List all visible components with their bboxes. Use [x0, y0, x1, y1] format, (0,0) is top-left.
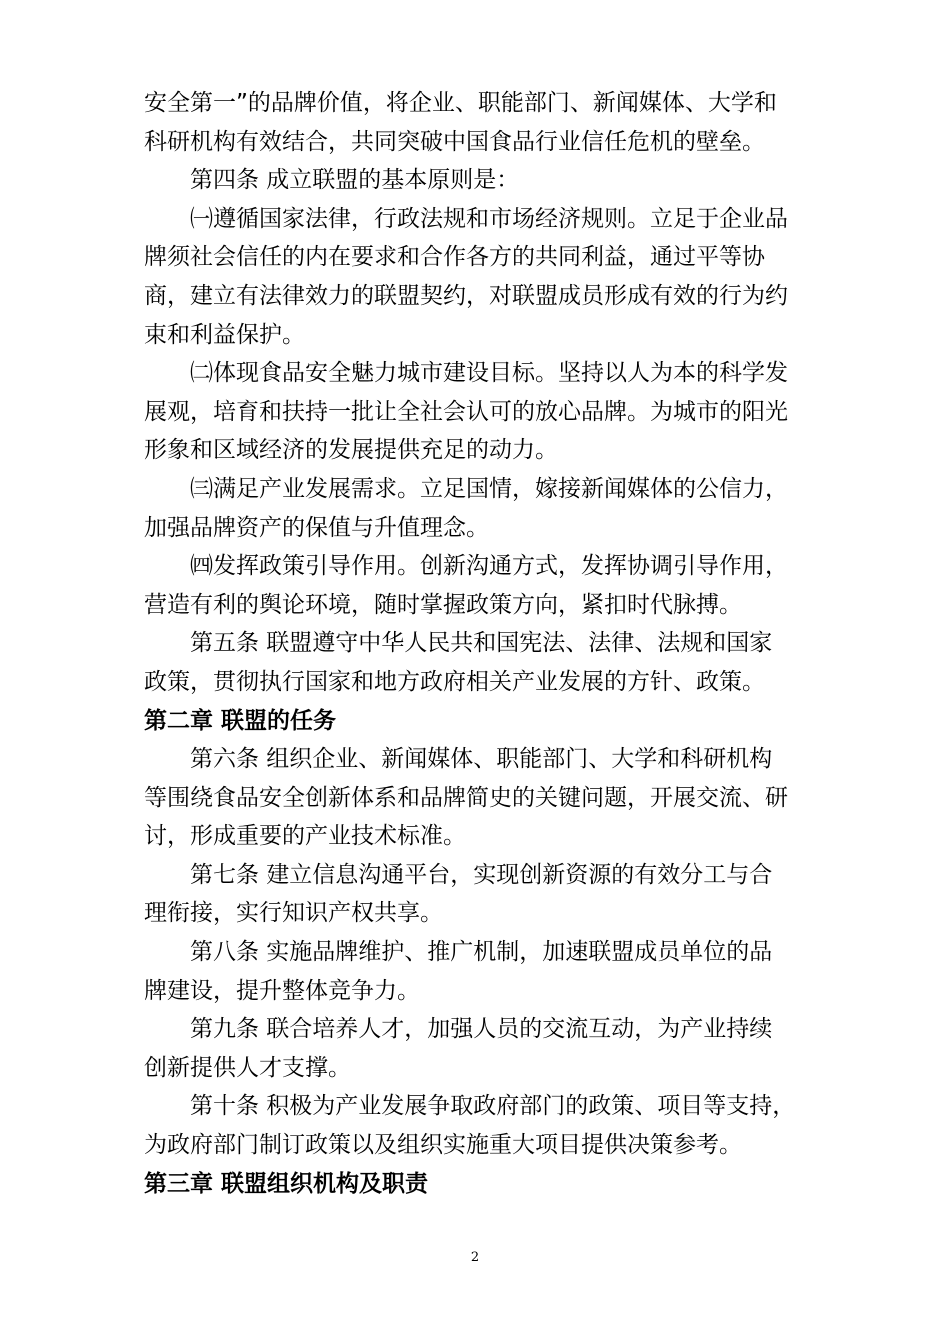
document-body: [144, 84, 834, 1203]
paragraph-line: 等围绕食品安全创新体系和品牌简史的关键问题，开展交流、研: [144, 784, 788, 811]
paragraph-line: 科研机构有效结合，共同突破中国食品行业信任危机的壁垒。: [144, 128, 765, 155]
principle-3-line: ㈢满足产业发展需求。立足国情，嫁接新闻媒体的公信力，: [190, 475, 788, 502]
article-10-line: 第十条 积极为产业发展争取政府部门的政策、项目等支持，: [190, 1093, 796, 1120]
paragraph-line: 加强品牌资产的保值与升值理念。: [144, 514, 489, 541]
paragraph-line: 商，建立有法律效力的联盟契约，对联盟成员形成有效的行为约: [144, 282, 788, 309]
article-7-line: 第七条 建立信息沟通平台，实现创新资源的有效分工与合: [190, 861, 773, 888]
paragraph-line: 展观，培育和扶持一批让全社会认可的放心品牌。为城市的阳光: [144, 398, 788, 425]
paragraph-line: 理衔接，实行知识产权共享。: [144, 900, 443, 927]
principle-2-line: ㈡体现食品安全魅力城市建设目标。坚持以人为本的科学发: [190, 360, 788, 387]
article-9-line: 第九条 联合培养人才，加强人员的交流互动，为产业持续: [190, 1016, 773, 1043]
paragraph-line: 为政府部门制订政策以及组织实施重大项目提供决策参考。: [144, 1132, 742, 1159]
paragraph-line: 形象和区域经济的发展提供充足的动力。: [144, 437, 558, 464]
chapter-2-heading: 第二章 联盟的任务: [144, 707, 337, 734]
paragraph-line: 政策，贯彻执行国家和地方政府相关产业发展的方针、政策。: [144, 668, 765, 695]
paragraph-line: 安全第一”的品牌价值，将企业、职能部门、新闻媒体、大学和: [144, 90, 777, 116]
paragraph-line: 牌须社会信任的内在要求和合作各方的共同利益，通过平等协: [144, 244, 765, 271]
paragraph-line: 营造有利的舆论环境，随时掌握政策方向，紧扣时代脉搏。: [144, 591, 742, 618]
paragraph-line: 创新提供人才支撑。: [144, 1054, 351, 1081]
principle-4-line: ㈣发挥政策引导作用。创新沟通方式，发挥协调引导作用，: [190, 553, 788, 580]
article-5-line: 第五条 联盟遵守中华人民共和国宪法、法律、法规和国家: [190, 630, 773, 657]
page-number: 2: [470, 1250, 480, 1265]
paragraph-line: 牌建设，提升整体竞争力。: [144, 977, 420, 1004]
chapter-3-heading: 第三章 联盟组织机构及职责: [144, 1170, 429, 1197]
article-4-title: 第四条 成立联盟的基本原则是：: [190, 167, 520, 194]
paragraph-line: 束和利益保护。: [144, 321, 305, 348]
paragraph-line: 讨，形成重要的产业技术标准。: [144, 823, 466, 850]
article-6-line: 第六条 组织企业、新闻媒体、职能部门、大学和科研机构: [190, 746, 773, 773]
principle-1-line: ㈠遵循国家法律，行政法规和市场经济规则。立足于企业品: [190, 205, 788, 232]
article-8-line: 第八条 实施品牌维护、推广机制，加速联盟成员单位的品: [190, 939, 773, 966]
